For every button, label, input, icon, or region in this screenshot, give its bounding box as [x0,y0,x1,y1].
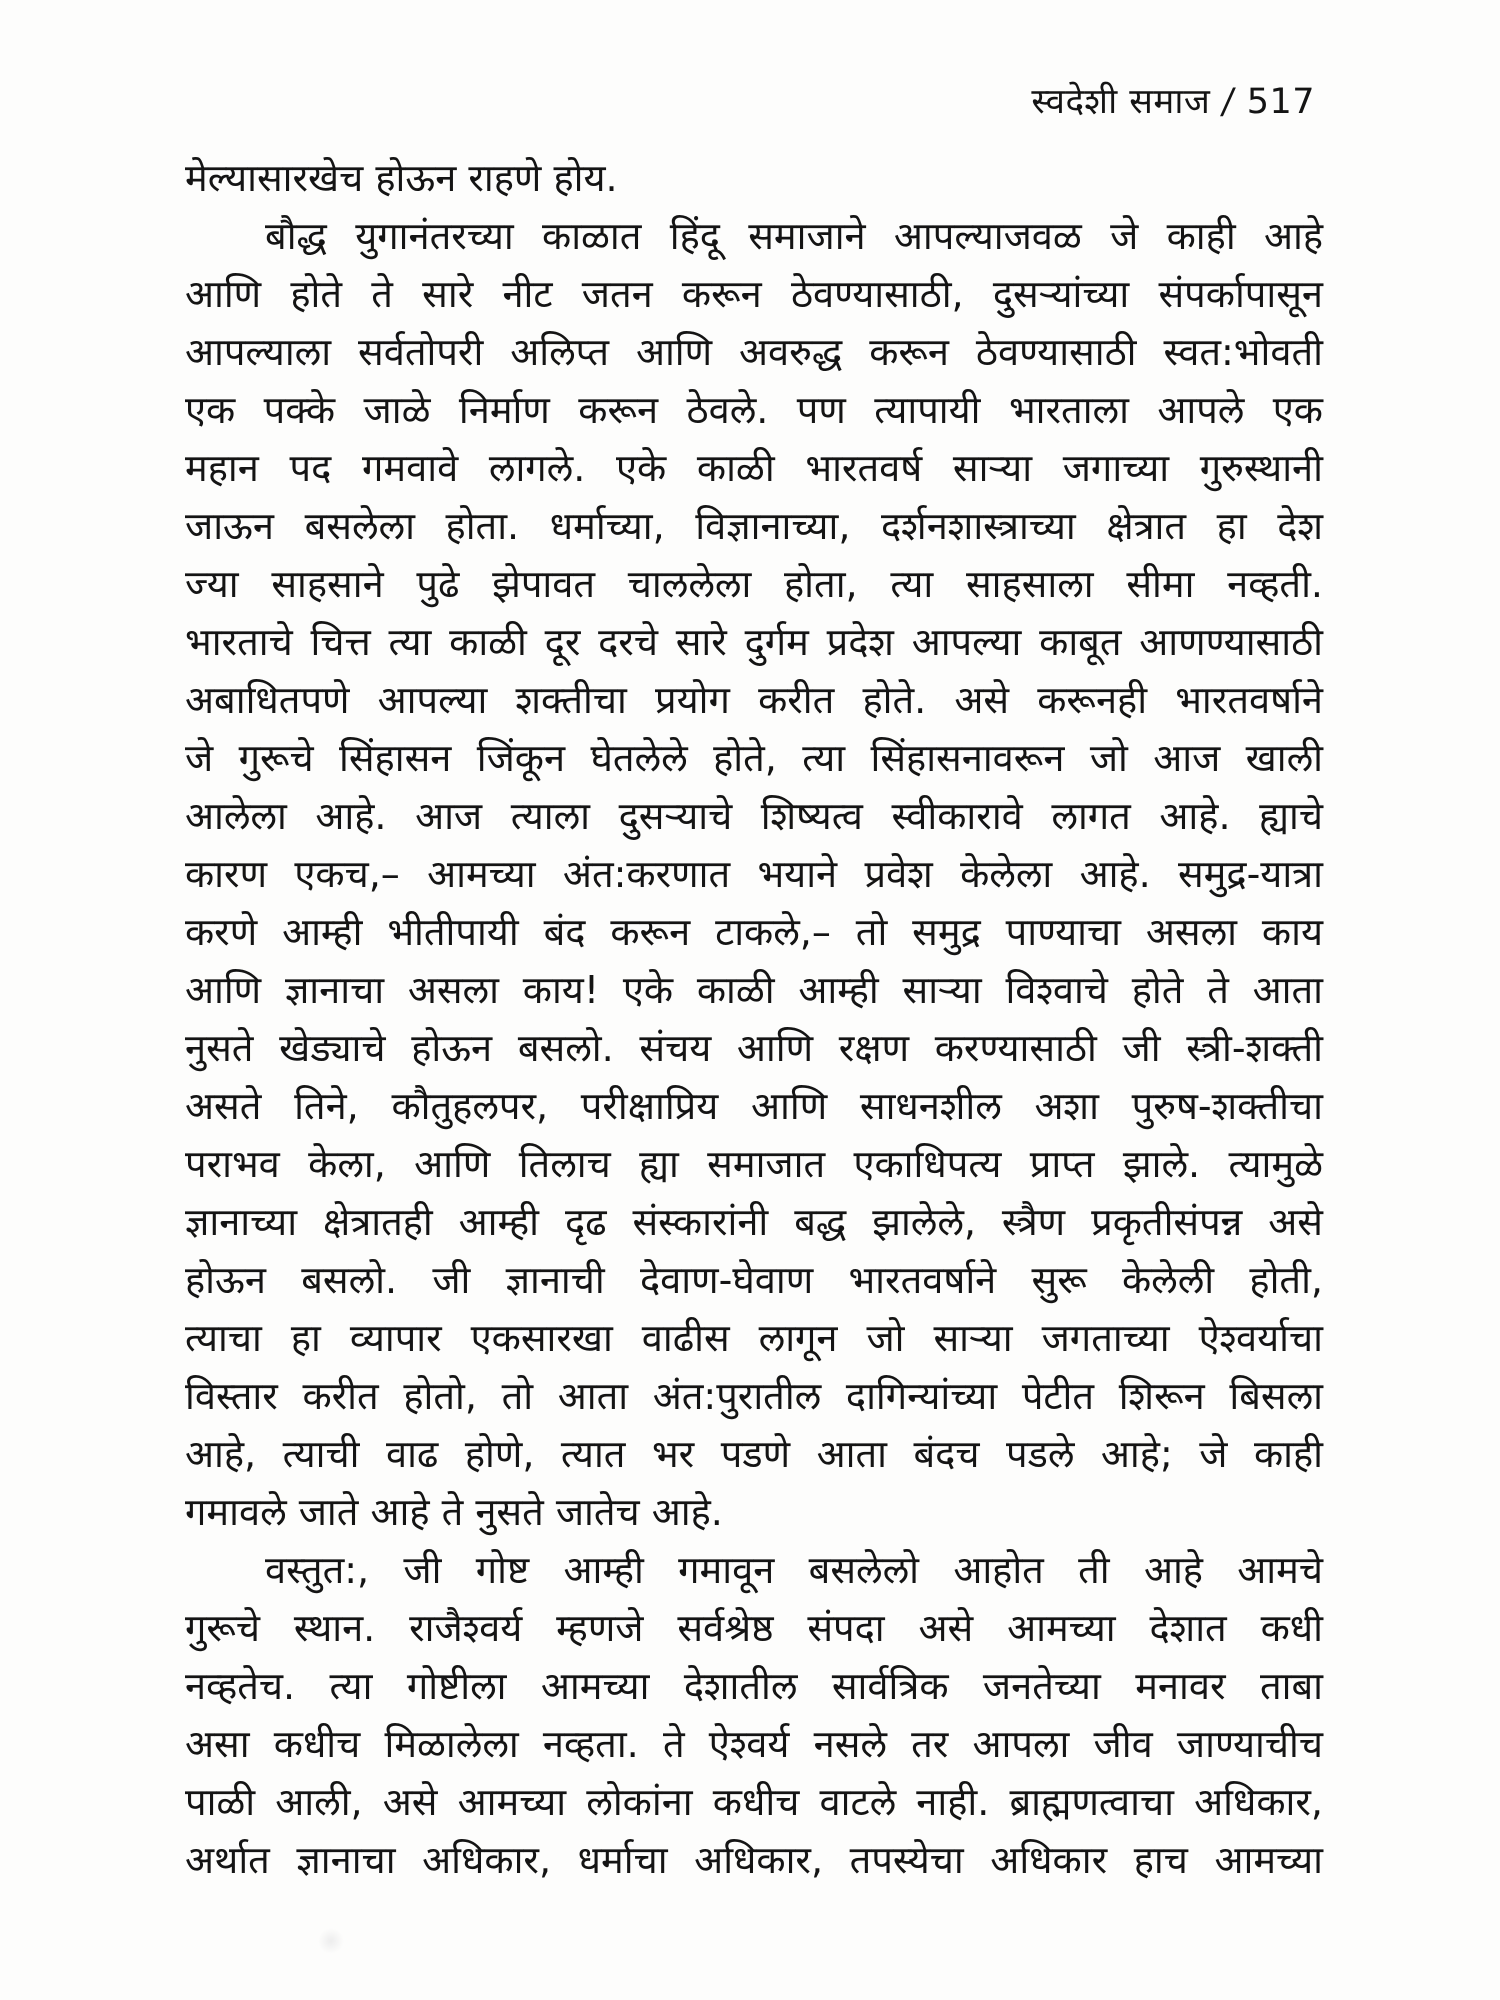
text-line: बौद्ध युगानंतरच्या काळात हिंदू समाजाने आपल्याजवळ जे काही आहे [265,214,1323,258]
text-line: अबाधितपणे आपल्या शक्तीचा प्रयोग करीत होते. असे करूनही भारतवर्षाने [185,678,1323,722]
text-line: असते तिने, कौतुहलपर, परीक्षाप्रिय आणि साधनशील अशा पुरुष-शक्तीचा [185,1084,1323,1128]
text-line: गमावले जाते आहे ते नुसते जातेच आहे. [185,1490,723,1534]
text-line: विस्तार करीत होतो, तो आता अंत:पुरातील दागिन्यांच्या पेटीत शिरून बिसला [185,1374,1323,1418]
text-line: ज्या साहसाने पुढे झेपावत चाललेला होता, त्या साहसाला सीमा नव्हती. [185,562,1323,606]
text-line: नव्हतेच. त्या गोष्टीला आमच्या देशातील सार्वत्रिक जनतेच्या मनावर ताबा [185,1664,1323,1708]
text-line: एक पक्के जाळे निर्माण करून ठेवले. पण त्यापायी भारताला आपले एक [185,388,1323,432]
text-line: कारण एकच,– आमच्या अंत:करणात भयाने प्रवेश केलेला आहे. समुद्र-यात्रा [185,852,1323,896]
text-line: नुसते खेड्याचे होऊन बसलो. संचय आणि रक्षण करण्यासाठी जी स्त्री-शक्ती [185,1026,1323,1070]
text-line: असा कधीच मिळालेला नव्हता. ते ऐश्वर्य नसले तर आपला जीव जाण्याचीच [185,1722,1323,1766]
text-line: आणि ज्ञानाचा असला काय! एके काळी आम्ही साऱ्या विश्वाचे होते ते आता [185,968,1323,1012]
text-line: गुरूचे स्थान. राजैश्वर्य म्हणजे सर्वश्रेष्ठ संपदा असे आमच्या देशात कधी [185,1606,1323,1650]
text-line: ज्ञानाच्या क्षेत्रातही आम्ही दृढ संस्कारांनी बद्ध झालेले, स्त्रैण प्रकृतीसंपन्न असे [185,1200,1323,1244]
page-body [185,150,1323,1890]
text-line: महान पद गमवावे लागले. एके काळी भारतवर्ष साऱ्या जगाच्या गुरुस्थानी [185,446,1323,490]
text-line: पाळी आली, असे आमच्या लोकांना कधीच वाटले नाही. ब्राह्मणत्वाचा अधिकार, [185,1780,1323,1824]
text-line: होऊन बसलो. जी ज्ञानाची देवाण-घेवाण भारतवर्षाने सुरू केलेली होती, [185,1258,1323,1302]
page-number: 517 [1246,82,1315,122]
text-line: आलेला आहे. आज त्याला दुसऱ्याचे शिष्यत्व स्वीकारावे लागत आहे. ह्याचे [185,794,1323,838]
header-separator: / [1219,82,1238,122]
text-line: आणि होते ते सारे नीट जतन करून ठेवण्यासाठी, दुसऱ्यांच्या संपर्कापासून [185,272,1323,316]
chapter-title: स्वदेशी समाज [1031,82,1211,122]
text-line: त्याचा हा व्यापार एकसारखा वाढीस लागून जो साऱ्या जगताच्या ऐश्वर्याचा [185,1316,1323,1360]
text-line: जाऊन बसलेला होता. धर्माच्या, विज्ञानाच्या, दर्शनशास्त्राच्या क्षेत्रात हा देश [185,504,1323,548]
text-line: जे गुरूचे सिंहासन जिंकून घेतलेले होते, त्या सिंहासनावरून जो आज खाली [185,736,1323,780]
page-header [1031,80,1315,124]
text-line: वस्तुत:, जी गोष्ट आम्ही गमावून बसलेलो आहोत ती आहे आमचे [265,1548,1323,1592]
text-line: करणे आम्ही भीतीपायी बंद करून टाकले,– तो समुद्र पाण्याचा असला काय [185,910,1323,954]
text-line: आपल्याला सर्वतोपरी अलिप्त आणि अवरुद्ध करून ठेवण्यासाठी स्वत:भोवती [185,330,1323,374]
text-line: मेल्यासारखेच होऊन राहणे होय. [185,156,618,200]
text-line: पराभव केला, आणि तिलाच ह्या समाजात एकाधिपत्य प्राप्त झाले. त्यामुळे [185,1142,1323,1186]
text-line: आहे, त्याची वाढ होणे, त्यात भर पडणे आता बंदच पडले आहे; जे काही [185,1432,1323,1476]
scan-smudge [318,1928,344,1954]
text-line: अर्थात ज्ञानाचा अधिकार, धर्माचा अधिकार, तपस्येचा अधिकार हाच आमच्या [185,1838,1323,1882]
text-line: भारताचे चित्त त्या काळी दूर दरचे सारे दुर्गम प्रदेश आपल्या काबूत आणण्यासाठी [185,620,1323,664]
